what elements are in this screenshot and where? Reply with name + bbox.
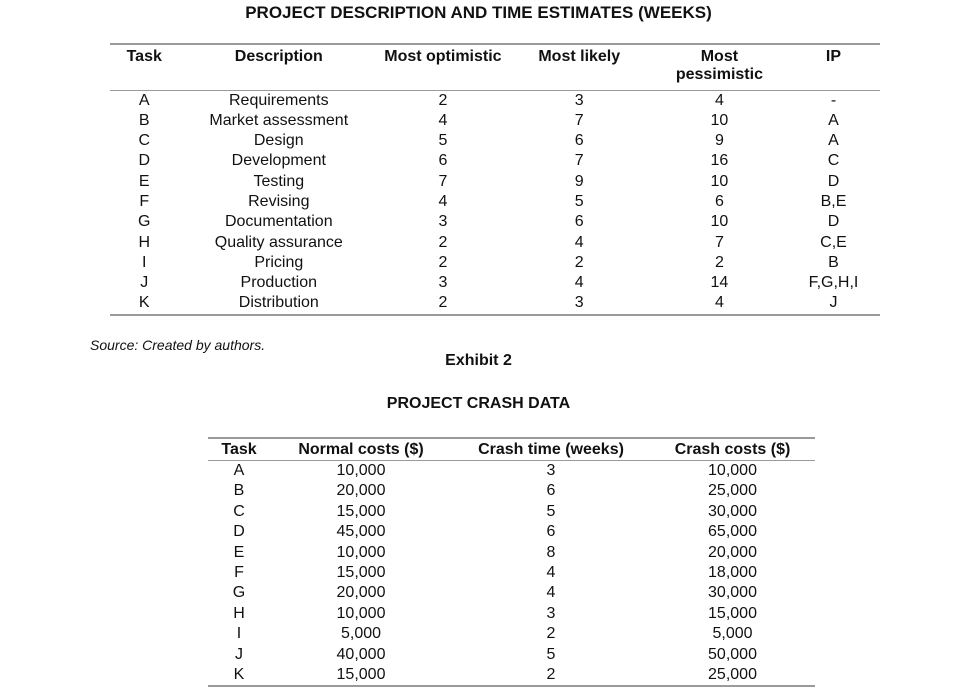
table-row xyxy=(208,665,815,686)
header-crash-costs: Crash costs ($) xyxy=(650,438,815,461)
cell-most-pessimistic: 16 xyxy=(710,152,729,170)
cell-description: Quality assurance xyxy=(214,233,343,251)
table-row xyxy=(110,111,880,131)
cell-description: Pricing xyxy=(254,253,304,271)
cell-crash-costs: 65,000 xyxy=(708,523,757,541)
cell-normal-costs: 15,000 xyxy=(270,665,452,686)
cell-task: F xyxy=(234,564,244,582)
cell-ip: A xyxy=(828,111,839,129)
cell-ip: D xyxy=(827,213,840,231)
cell-normal-costs: 20,000 xyxy=(336,584,386,602)
cell-crash-time: 5 xyxy=(546,502,556,520)
cell-ip: A xyxy=(828,132,839,150)
cell-ip: - xyxy=(830,91,837,109)
table2-title: PROJECT CRASH DATA xyxy=(386,395,571,412)
cell-crash-time: 2 xyxy=(546,625,556,643)
cell-task: G xyxy=(232,584,246,602)
cell-task: I xyxy=(236,625,242,643)
cell-normal-costs: 15,000 xyxy=(336,564,386,582)
table-row xyxy=(110,90,880,111)
table-row xyxy=(208,563,815,583)
cell-most-likely: 9 xyxy=(574,172,584,190)
cell-task: J xyxy=(140,274,149,292)
cell-task: C xyxy=(138,132,150,150)
table-row xyxy=(110,151,880,171)
cell-most-pessimistic: 2 xyxy=(714,253,724,271)
cell-most-likely: 3 xyxy=(574,91,584,109)
cell-most-optimistic: 2 xyxy=(438,91,448,109)
cell-most-likely: 7 xyxy=(574,152,584,170)
cell-crash-time: 4 xyxy=(546,584,556,602)
cell-task: K xyxy=(208,665,270,686)
cell-crash-costs: 10,000 xyxy=(708,462,757,479)
table-row xyxy=(110,293,880,314)
cell-task: F xyxy=(139,192,150,210)
table-row xyxy=(208,481,815,501)
table-row xyxy=(208,645,815,665)
cell-normal-costs: 20,000 xyxy=(336,482,386,500)
cell-crash-costs: 25,000 xyxy=(650,665,815,686)
header-ip: IP xyxy=(787,44,880,90)
table-row xyxy=(110,233,880,253)
cell-description: Documentation xyxy=(224,213,333,231)
table-row xyxy=(208,543,815,563)
table-row xyxy=(110,172,880,192)
cell-crash-costs: 30,000 xyxy=(708,502,757,520)
table-row xyxy=(110,131,880,151)
crash-data-table xyxy=(208,437,815,687)
cell-most-optimistic: 4 xyxy=(438,192,448,210)
cell-normal-costs: 15,000 xyxy=(336,502,386,520)
cell-description: Market assessment xyxy=(209,111,349,129)
cell-most-optimistic: 2 xyxy=(438,233,448,251)
cell-crash-costs: 25,000 xyxy=(708,482,757,500)
cell-ip: D xyxy=(827,172,840,190)
cell-description: Production xyxy=(240,274,318,292)
cell-task: I xyxy=(142,253,147,271)
cell-description: Distribution xyxy=(178,293,379,314)
cell-description: Development xyxy=(231,152,326,170)
cell-most-optimistic: 2 xyxy=(379,293,507,314)
cell-task: G xyxy=(138,213,151,231)
cell-task: C xyxy=(233,502,245,520)
cell-most-likely: 4 xyxy=(574,274,584,292)
table-row xyxy=(110,212,880,232)
table1-title: PROJECT DESCRIPTION AND TIME ESTIMATES (WEEKS) xyxy=(245,3,712,22)
cell-task: H xyxy=(233,604,245,622)
cell-most-pessimistic: 10 xyxy=(710,213,729,231)
cell-crash-costs: 50,000 xyxy=(708,645,757,663)
cell-task: E xyxy=(138,172,150,190)
cell-most-optimistic: 3 xyxy=(438,213,448,231)
table-row xyxy=(208,522,815,542)
cell-most-likely: 6 xyxy=(574,213,584,231)
cell-normal-costs: 10,000 xyxy=(336,462,386,479)
cell-normal-costs: 40,000 xyxy=(336,645,386,663)
cell-ip: F,G,H,I xyxy=(808,274,859,292)
table-row xyxy=(110,192,880,212)
cell-task: B xyxy=(138,111,150,129)
cell-most-pessimistic: 4 xyxy=(714,91,724,109)
source-note: Source: Created by authors. xyxy=(90,337,266,353)
table-row xyxy=(208,461,815,482)
cell-most-pessimistic: 14 xyxy=(710,274,729,292)
table-row xyxy=(208,502,815,522)
header-description: Description xyxy=(178,44,379,90)
header-most-optimistic: Most optimistic xyxy=(379,44,507,90)
cell-crash-time: 3 xyxy=(546,604,556,622)
cell-most-likely: 2 xyxy=(574,253,584,271)
cell-ip: J xyxy=(787,293,880,314)
header-task: Task xyxy=(208,438,270,461)
cell-crash-time: 4 xyxy=(546,564,556,582)
cell-task: E xyxy=(233,543,245,561)
cell-most-pessimistic: 4 xyxy=(652,293,787,314)
cell-crash-costs: 18,000 xyxy=(708,564,757,582)
cell-crash-costs: 30,000 xyxy=(708,584,757,602)
cell-task: D xyxy=(138,152,150,170)
cell-most-pessimistic: 10 xyxy=(710,111,729,129)
cell-description: Requirements xyxy=(228,91,329,109)
cell-crash-time: 2 xyxy=(452,665,650,686)
cell-description: Revising xyxy=(248,192,310,210)
cell-most-pessimistic: 6 xyxy=(714,192,724,210)
cell-most-likely: 3 xyxy=(507,293,652,314)
cell-most-pessimistic: 9 xyxy=(714,132,724,150)
header-most-pessimistic: Most pessimistic xyxy=(652,44,787,90)
cell-crash-costs: 15,000 xyxy=(708,604,757,622)
cell-ip: C,E xyxy=(820,233,847,251)
cell-crash-time: 6 xyxy=(546,482,556,500)
cell-description: Design xyxy=(253,132,304,150)
cell-most-pessimistic: 7 xyxy=(714,233,724,251)
exhibit-label: Exhibit 2 xyxy=(445,352,512,369)
cell-normal-costs: 45,000 xyxy=(336,523,386,541)
cell-most-likely: 4 xyxy=(574,233,584,251)
cell-crash-time: 8 xyxy=(546,543,556,561)
cell-most-likely: 7 xyxy=(574,111,584,129)
table-row xyxy=(208,624,815,644)
table-header-row xyxy=(208,438,815,461)
cell-most-optimistic: 4 xyxy=(438,111,448,129)
table-row xyxy=(208,583,815,603)
header-most-likely: Most likely xyxy=(507,44,652,90)
cell-ip: B,E xyxy=(820,192,847,210)
table-row xyxy=(110,253,880,273)
header-normal-costs: Normal costs ($) xyxy=(270,438,452,461)
cell-task: D xyxy=(233,523,245,541)
cell-ip: B xyxy=(828,253,839,271)
table-row xyxy=(110,273,880,293)
header-crash-time: Crash time (weeks) xyxy=(452,438,650,461)
cell-crash-costs: 5,000 xyxy=(712,625,753,643)
cell-most-optimistic: 3 xyxy=(438,274,448,292)
cell-most-likely: 6 xyxy=(574,132,584,150)
cell-normal-costs: 10,000 xyxy=(336,604,386,622)
time-estimates-table xyxy=(110,43,880,316)
table-row xyxy=(208,604,815,624)
cell-task: A xyxy=(138,91,150,109)
cell-normal-costs: 10,000 xyxy=(336,543,386,561)
cell-task: J xyxy=(235,645,243,663)
cell-crash-time: 5 xyxy=(546,645,556,663)
cell-crash-costs: 20,000 xyxy=(708,543,757,561)
header-task: Task xyxy=(110,44,178,90)
cell-most-optimistic: 7 xyxy=(438,172,448,190)
cell-crash-time: 3 xyxy=(546,462,556,479)
cell-crash-time: 6 xyxy=(546,523,556,541)
cell-ip: C xyxy=(827,152,840,170)
cell-task: K xyxy=(110,293,178,314)
cell-most-optimistic: 5 xyxy=(438,132,448,150)
cell-task: H xyxy=(138,233,150,251)
cell-task: B xyxy=(233,482,245,500)
cell-most-optimistic: 6 xyxy=(438,152,448,170)
table-header-row xyxy=(110,44,880,90)
cell-most-pessimistic: 10 xyxy=(710,172,729,190)
cell-most-likely: 5 xyxy=(574,192,584,210)
cell-description: Testing xyxy=(253,172,305,190)
cell-most-optimistic: 2 xyxy=(438,253,448,271)
cell-normal-costs: 5,000 xyxy=(340,625,382,643)
cell-task: A xyxy=(233,462,245,479)
